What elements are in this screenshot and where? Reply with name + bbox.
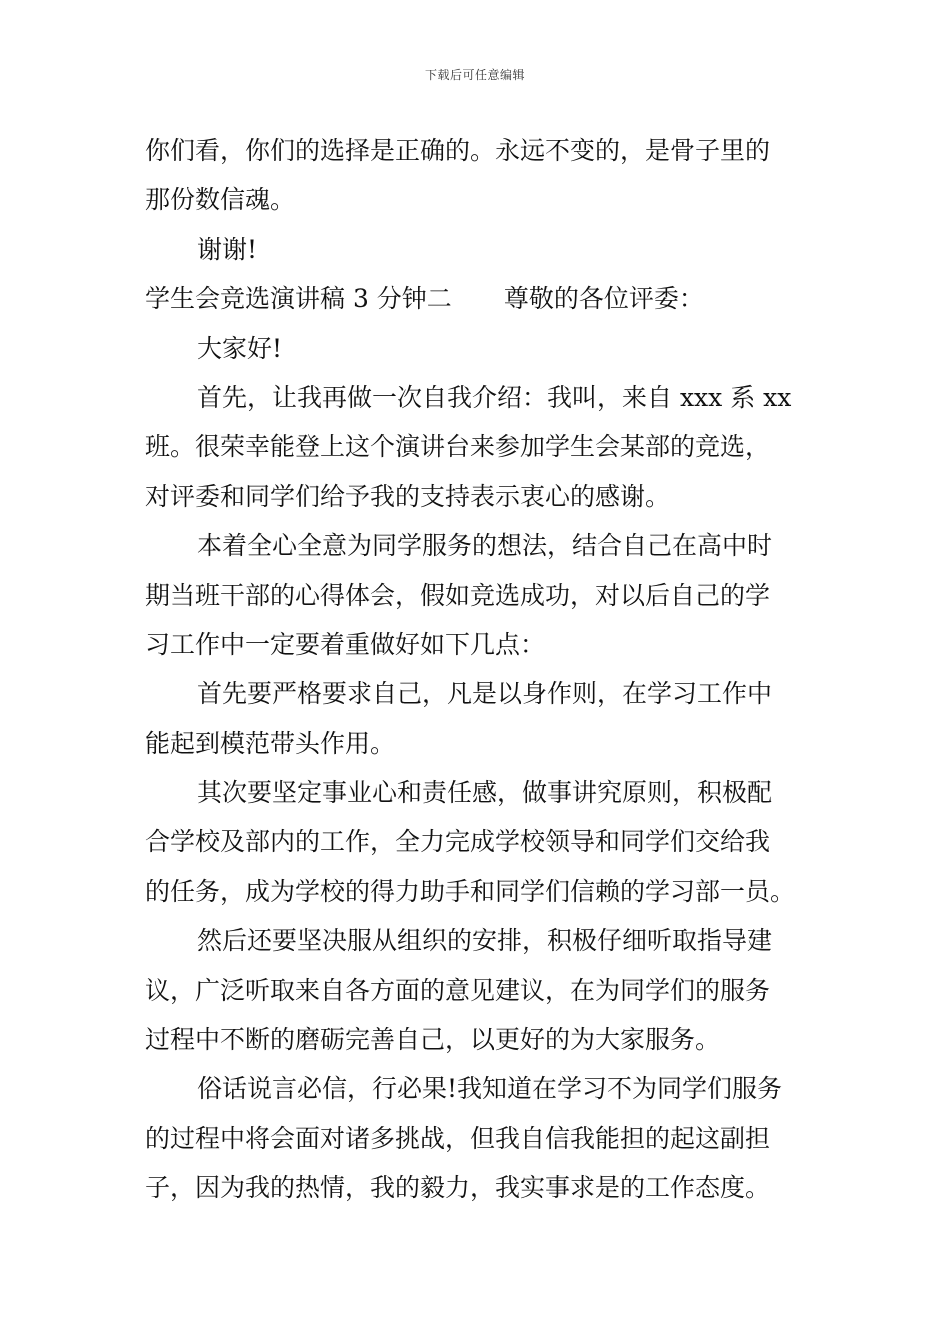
text-line: 首先，让我再做一次自我介绍：我叫，来自 xxx 系 xx [197, 382, 792, 412]
text-line: 子，因为我的热情，我的毅力，我实事求是的工作态度。 [145, 1173, 771, 1203]
text-line: 期当班干部的心得体会，假如竞选成功，对以后自己的学 [145, 580, 771, 610]
section-title: 学生会竞选演讲稿 3 分钟二 [145, 284, 452, 314]
text-line: 其次要坚定事业心和责任感，做事讲究原则，积极配 [197, 778, 773, 808]
page-header: 下载后可任意编辑 [424, 68, 525, 82]
text-line: 议，广泛听取来自各方面的意见建议，在为同学们的服务 [145, 975, 771, 1005]
text-line: 然后还要坚决服从组织的安排，积极仔细听取指导建 [197, 926, 773, 956]
section-title-line [145, 274, 810, 323]
text-line: 的任务，成为学校的得力助手和同学们信赖的学习部一员。 [145, 876, 796, 906]
text-line: 能起到模范带头作用。 [145, 728, 396, 758]
text-line: 对评委和同学们给予我的支持表示衷心的感谢。 [145, 481, 671, 511]
text-line: 俗话说言必信，行必果!我知道在学习不为同学们服务 [197, 1074, 783, 1104]
salutation: 尊敬的各位评委： [503, 284, 704, 314]
text-line: 班。很荣幸能登上这个演讲台来参加学生会某部的竞选， [145, 432, 771, 462]
text-line: 那份数信魂。 [145, 185, 296, 215]
text-line: 大家好! [197, 333, 283, 363]
text-line: 你们看，你们的选择是正确的。永远不变的，是骨子里的 [145, 136, 771, 165]
text-line: 合学校及部内的工作，全力完成学校领导和同学们交给我 [145, 827, 771, 857]
text-line: 首先要严格要求自己，凡是以身作则，在学习工作中 [197, 679, 773, 709]
text-line: 谢谢! [197, 234, 258, 264]
text-line: 习工作中一定要着重做好如下几点： [145, 629, 546, 659]
text-line: 本着全心全意为同学服务的想法，结合自己在高中时 [197, 531, 773, 561]
text-line: 过程中不断的磨砺完善自己，以更好的为大家服务。 [145, 1025, 721, 1055]
text-line: 的过程中将会面对诸多挑战，但我自信我能担的起这副担 [145, 1123, 771, 1153]
document-body [145, 126, 810, 1213]
